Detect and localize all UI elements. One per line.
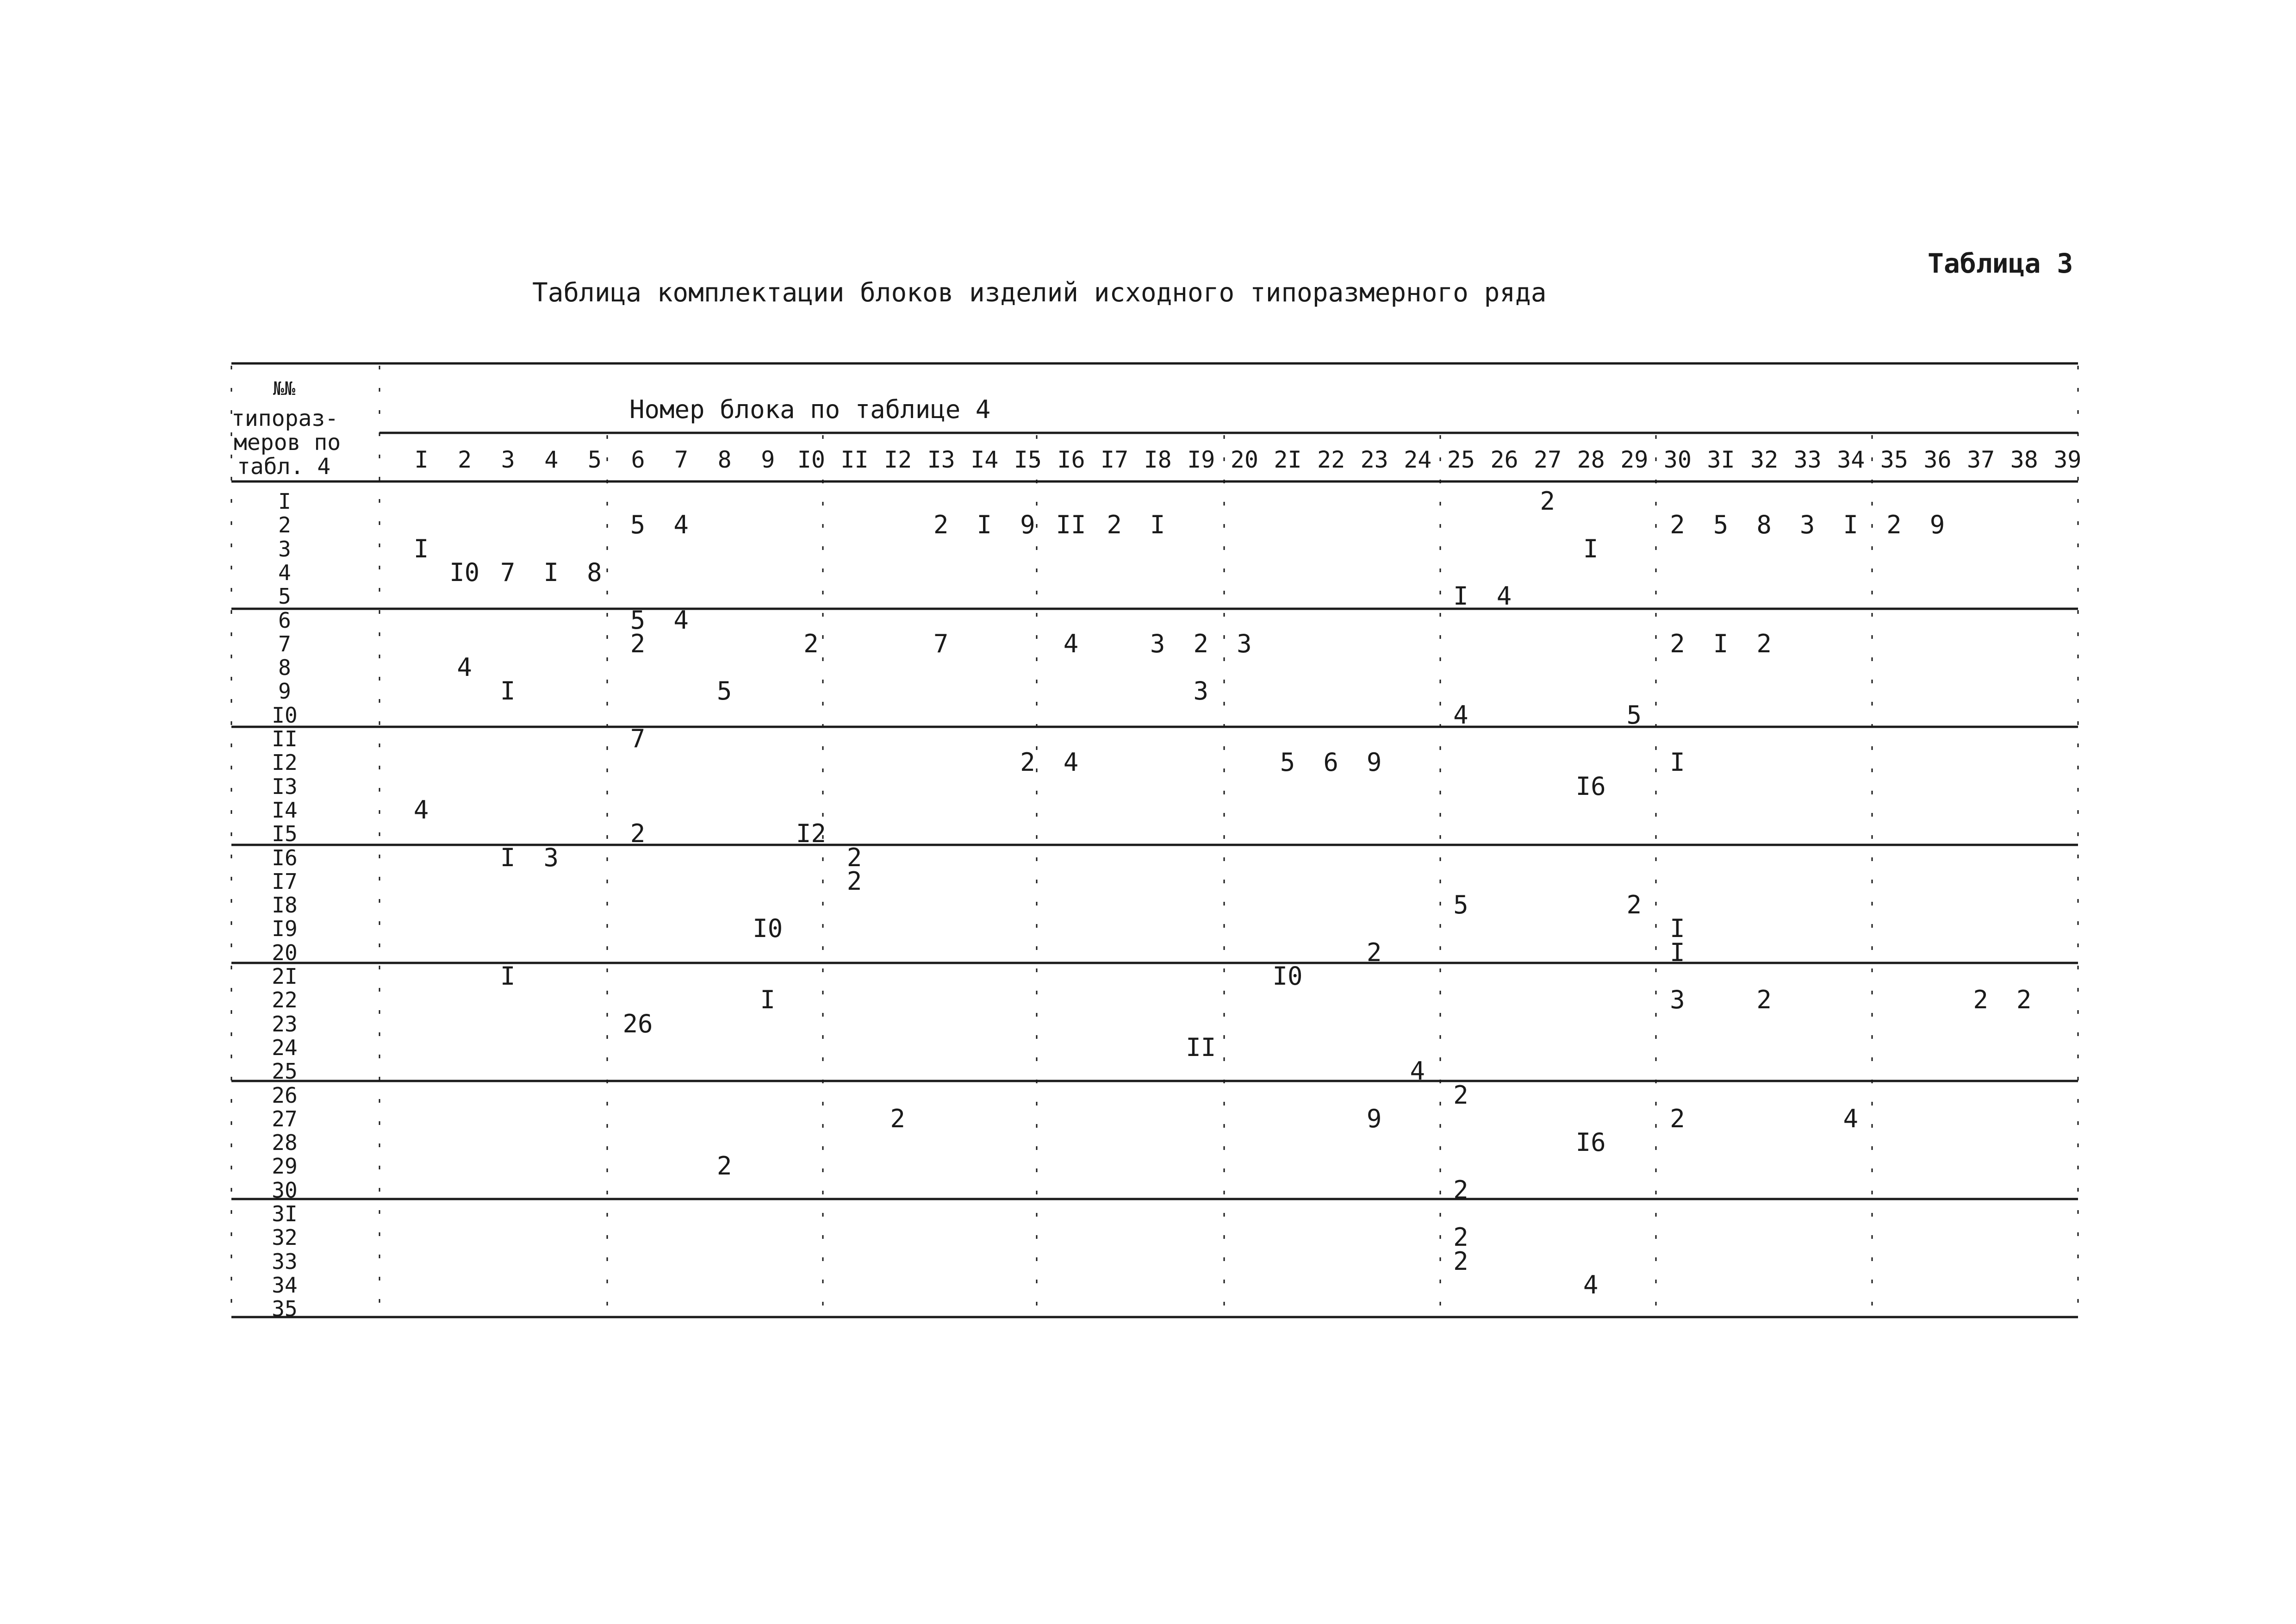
table-cell: 2 [1756,985,1772,1015]
row-number: 5 [278,584,291,609]
row-header-line-4: табл. 4 [237,454,331,480]
column-number: 34 [1837,446,1865,473]
column-number: 2I [1274,446,1302,473]
row-number: 9 [278,679,291,704]
column-number: 8 [717,446,732,473]
table-cell: I [1713,629,1729,658]
column-number: 28 [1577,446,1605,473]
table-cell: I [500,962,516,991]
row-number: 34 [272,1272,298,1298]
table-cell: 2 [890,1104,905,1133]
table-cell: I [500,676,516,706]
table-cell: 9 [1929,510,1945,540]
row-number: I2 [272,750,298,775]
column-number: 25 [1447,446,1475,473]
table-cell: 5 [716,676,732,706]
row-number: 25 [272,1059,298,1084]
row-number: I6 [272,845,298,870]
row-number: 22 [272,987,298,1013]
table-cell: 2 [1973,985,1988,1015]
row-number: 24 [272,1035,298,1060]
table-cell: 2 [1453,1246,1468,1276]
table-cell: I [1670,914,1685,943]
table-cell: I [1453,581,1468,611]
table-cell: 5 [1453,890,1468,920]
table-cell: 2 [1670,1104,1685,1133]
column-number: I7 [1100,446,1129,473]
column-number: I2 [884,446,912,473]
table-cell: II [1186,1032,1216,1062]
row-number: 27 [272,1106,298,1131]
table-cell: 4 [673,605,689,635]
table-cell: 2 [1107,510,1122,540]
row-number: 4 [278,560,291,585]
row-number: I7 [272,868,298,894]
row-number: I0 [272,702,298,728]
table-cell: 7 [933,629,949,658]
column-number: 9 [761,446,775,473]
table-cell: 2 [630,819,646,849]
table-cell: 9 [1366,1104,1382,1133]
table-cell: 9 [1366,748,1382,777]
table-cell: 5 [1626,700,1642,730]
table-cell: 2 [1453,1223,1468,1252]
row-number: 3I [272,1201,298,1226]
table-cell: I [1583,534,1599,563]
column-number: 2 [458,446,472,473]
table-cell: 2 [1886,510,1902,540]
table-cell: I [500,843,516,872]
column-number: II [840,446,869,473]
table-cell: 4 [1063,748,1079,777]
table-cell: 3 [1670,985,1685,1015]
table-cell: 5 [1713,510,1729,540]
column-group-header: Номер блока по таблице 4 [629,395,991,424]
column-number: 39 [2053,446,2082,473]
row-number: 3 [278,536,291,562]
table-cell: II [1056,510,1086,540]
row-number: 26 [272,1082,298,1108]
column-number: I6 [1057,446,1085,473]
column-number: 29 [1620,446,1649,473]
column-number: 27 [1533,446,1562,473]
column-number: 3 [501,446,515,473]
table-cell: 2 [1670,510,1685,540]
column-number: I8 [1144,446,1172,473]
table-cell: 2 [846,866,862,896]
table-cell: 3 [1237,629,1252,658]
column-number: I5 [1014,446,1042,473]
table-cell: 7 [630,724,646,753]
table-cell: 4 [673,510,689,540]
table-cell: 2 [803,629,819,658]
row-number: 33 [272,1249,298,1274]
row-header-line-3: меров по [234,430,341,456]
column-number: 3I [1707,446,1735,473]
column-number: I [414,446,429,473]
column-number: 4 [544,446,559,473]
column-number: 30 [1663,446,1692,473]
column-number: 24 [1404,446,1432,473]
table-cell: I [1150,510,1165,540]
table-cell: 4 [1410,1056,1425,1086]
table-cell: 3 [543,843,559,872]
table-cell: 3 [1799,510,1815,540]
table-cell: I2 [796,819,826,849]
table-cell: 8 [587,557,602,587]
table-cell: I6 [1575,771,1606,801]
table-cell: 4 [1063,629,1079,658]
column-number: 23 [1360,446,1388,473]
column-number: 33 [1793,446,1822,473]
row-number: I5 [272,821,298,847]
table-cell: 4 [1583,1270,1599,1299]
column-number: 20 [1230,446,1258,473]
row-number: I [278,489,291,514]
table-cell: 2 [1366,937,1382,967]
table-cell: I [1670,937,1685,967]
row-number: 23 [272,1011,298,1037]
column-number: I0 [797,446,825,473]
column-number: I3 [927,446,955,473]
table-cell: 2 [630,629,646,658]
table-cell: 2 [933,510,949,540]
row-header-line-1: №№ [273,378,296,400]
row-number: I3 [272,774,298,799]
column-number: 22 [1317,446,1345,473]
table-cell: 2 [1020,748,1035,777]
table-cell: I [1843,510,1859,540]
table-cell: 4 [457,653,472,682]
table-cell: 2 [716,1151,732,1181]
row-number: 2I [272,964,298,989]
table-cell: 2 [1626,890,1642,920]
row-number: 30 [272,1177,298,1203]
table-cell: I [413,534,429,563]
table-cell: I [543,557,559,587]
table-number-label: Таблица 3 [1928,248,2073,279]
table-cell: 5 [630,510,646,540]
table-cell: I0 [449,557,480,587]
column-number: 37 [1966,446,1995,473]
column-number: 7 [674,446,689,473]
row-number: 29 [272,1154,298,1179]
row-header-line-2: типораз- [231,406,339,431]
column-number: I9 [1187,446,1215,473]
column-number: 32 [1750,446,1779,473]
column-number: 26 [1490,446,1518,473]
table-cell: I0 [1272,962,1303,991]
table-cell: 6 [1323,748,1338,777]
row-number: 6 [278,607,291,633]
table-cell: 5 [1280,748,1295,777]
row-number: 35 [272,1296,298,1322]
column-number: I4 [971,446,999,473]
row-number: I4 [272,797,298,823]
table-cell: I [1670,748,1685,777]
column-number: 35 [1880,446,1908,473]
table-cell: 2 [1193,629,1209,658]
table-cell: I6 [1575,1128,1606,1157]
row-number: I9 [272,916,298,942]
table-cell: 3 [1150,629,1165,658]
column-number: 6 [631,446,645,473]
row-number: I8 [272,893,298,918]
column-number: 38 [2010,446,2038,473]
row-number: II [272,726,298,751]
table-cell: 2 [1670,629,1685,658]
column-number: 5 [587,446,602,473]
row-number: 32 [272,1225,298,1250]
table-cell: I [977,510,992,540]
table-cell: 2 [1453,1175,1468,1205]
table-title: Таблица комплектации блоков изделий исходного типоразмерного ряда [532,278,1547,308]
table-cell: 7 [500,557,516,587]
table-cell: 2 [846,843,862,872]
table-cell: 2 [2016,985,2032,1015]
table-cell: 2 [1756,629,1772,658]
table-cell: 4 [1496,581,1512,611]
row-number: 8 [278,655,291,681]
table-cell: 4 [1843,1104,1859,1133]
table-cell: 4 [1453,700,1468,730]
table-cell: 9 [1020,510,1035,540]
table-cell: 5 [630,605,646,635]
row-number: 28 [272,1130,298,1156]
row-number: 2 [278,512,291,538]
table-cell: 26 [622,1009,653,1038]
column-number: 36 [1923,446,1952,473]
table-cell: 4 [413,795,429,824]
table-cell: 2 [1453,1080,1468,1110]
table-cell: I [760,985,776,1015]
table-cell: 2 [1540,487,1555,516]
row-number: 7 [278,631,291,656]
table-cell: 8 [1756,510,1772,540]
row-number: 20 [272,940,298,965]
table-cell: 3 [1193,676,1209,706]
table-cell: I0 [753,914,783,943]
